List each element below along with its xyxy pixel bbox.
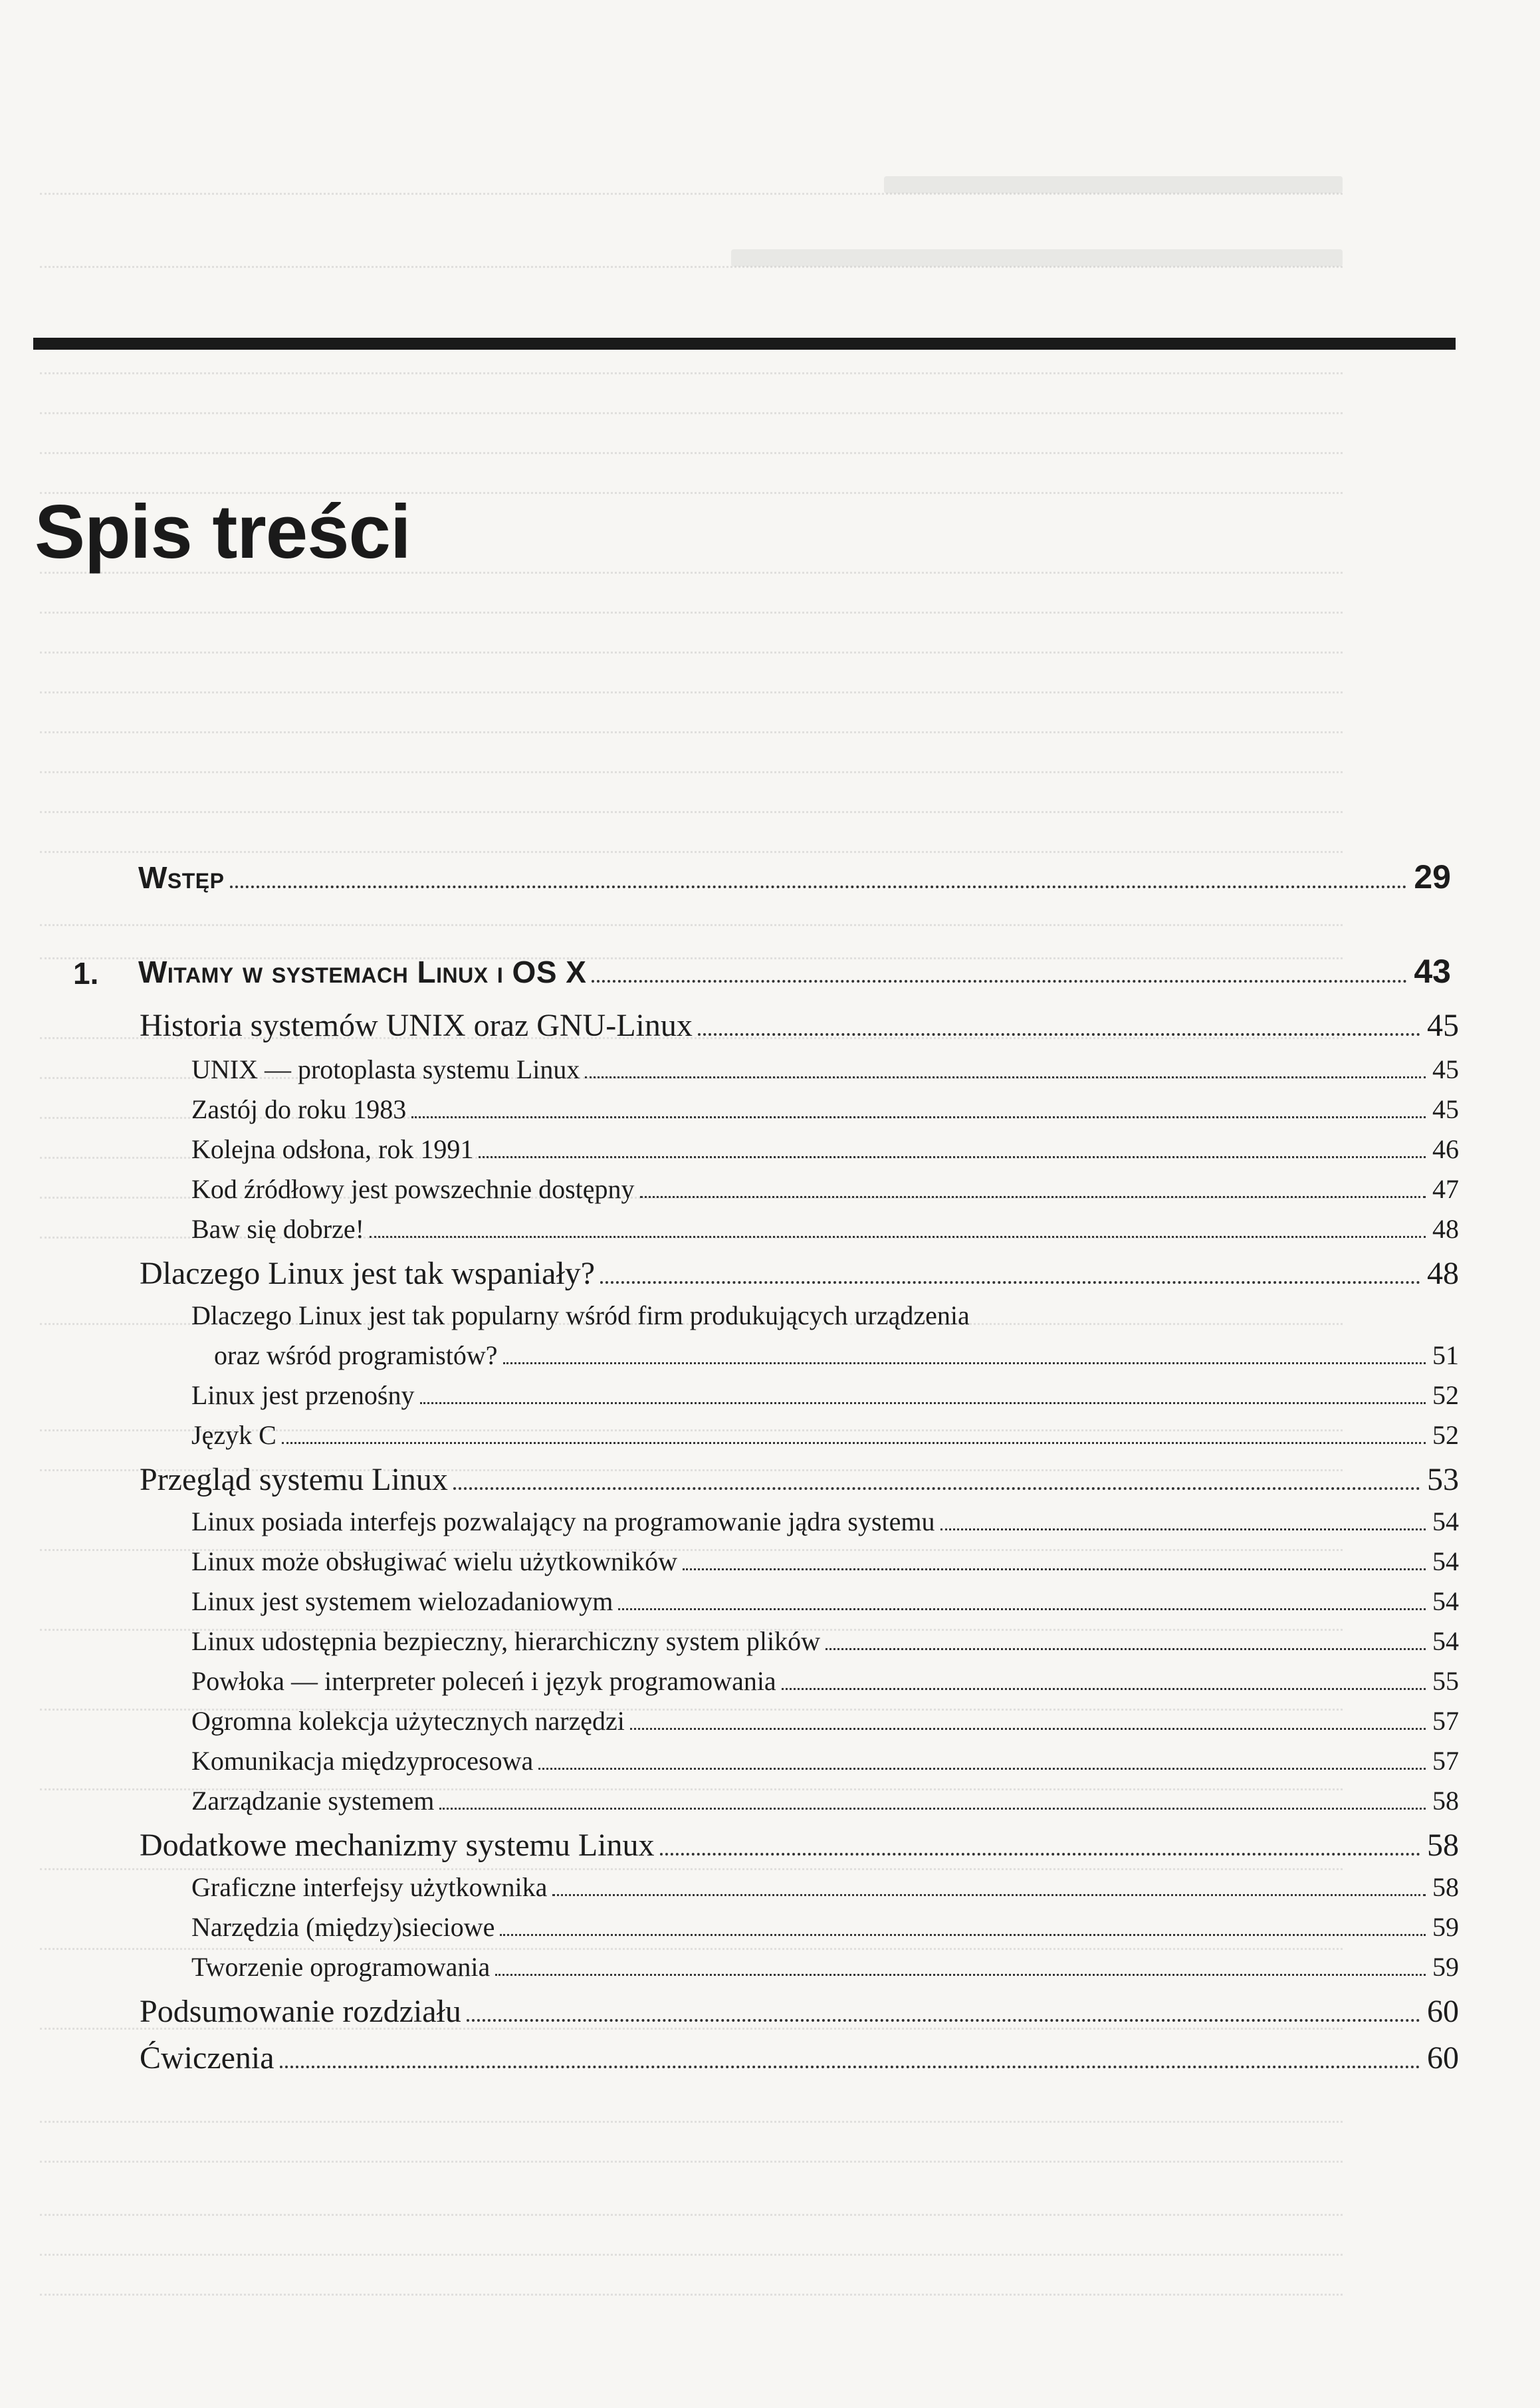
toc-subsection[interactable] — [191, 1951, 1459, 1983]
toc-entry-label: Graficzne interfejsy użytkownika — [191, 1872, 548, 1902]
toc-entry-label: Wstęp — [138, 860, 225, 895]
toc-entry-chapter-1[interactable] — [138, 952, 1451, 991]
toc-entry-page: 57 — [1432, 1746, 1459, 1776]
leader-dots — [479, 1156, 1426, 1158]
toc-section[interactable] — [140, 1461, 1459, 1498]
toc-entry-label: Ogromna kolekcja użytecznych narzędzi — [191, 1706, 625, 1736]
leader-dots — [825, 1648, 1426, 1650]
toc-subsection[interactable] — [191, 1213, 1459, 1245]
leader-dots — [230, 886, 1408, 888]
leader-dots — [552, 1894, 1426, 1896]
leader-dots — [630, 1728, 1426, 1730]
toc-entry-label: Powłoka — interpreter poleceń i język programowania — [191, 1666, 776, 1696]
toc-entry-page: 58 — [1427, 1828, 1459, 1863]
leader-dots — [411, 1116, 1426, 1118]
toc-entry-label: Kod źródłowy jest powszechnie dostępny — [191, 1174, 635, 1204]
leader-dots — [370, 1236, 1426, 1238]
toc-entry-label: Dlaczego Linux jest tak wspaniały? — [140, 1256, 596, 1291]
toc-entry-page: 45 — [1432, 1054, 1459, 1084]
toc-subsection[interactable] — [191, 1173, 1459, 1205]
toc-entry-label-line1: Dlaczego Linux jest tak popularny wśród firm produkujących urządzenia — [191, 1300, 970, 1330]
toc-entry-label: Narzędzia (między)sieciowe — [191, 1912, 495, 1942]
toc-subsection[interactable] — [191, 1785, 1459, 1816]
toc-subsection[interactable] — [191, 1419, 1459, 1451]
toc-section[interactable] — [140, 1993, 1459, 2030]
leader-dots — [600, 1281, 1420, 1284]
toc-subsection[interactable] — [191, 1586, 1459, 1617]
leader-dots — [660, 1853, 1421, 1856]
toc-entry-page: 51 — [1432, 1340, 1459, 1370]
leader-dots — [585, 1076, 1426, 1078]
toc-entry-page: 46 — [1432, 1134, 1459, 1164]
toc-subsection[interactable] — [191, 1134, 1459, 1165]
toc-entry-page: 29 — [1414, 858, 1451, 896]
leader-dots — [640, 1196, 1426, 1198]
leader-dots — [500, 1934, 1426, 1936]
toc-entry-page: 53 — [1427, 1462, 1459, 1497]
toc-subsection[interactable] — [191, 1546, 1459, 1577]
toc-entry-page: 47 — [1432, 1174, 1459, 1204]
toc-subsection[interactable] — [191, 1094, 1459, 1125]
toc-entry-page: 54 — [1432, 1546, 1459, 1576]
toc-entry-page: 58 — [1432, 1786, 1459, 1816]
toc-entry-label: UNIX — protoplasta systemu Linux — [191, 1054, 580, 1084]
toc-section[interactable] — [140, 1827, 1459, 1864]
toc-entry-label: Linux jest systemem wielozadaniowym — [191, 1586, 613, 1616]
toc-entry-label: Zastój do roku 1983 — [191, 1094, 407, 1124]
leader-dots — [592, 980, 1407, 983]
leader-dots — [282, 1442, 1426, 1444]
toc-section[interactable] — [140, 1007, 1459, 1044]
toc-entry-page: 60 — [1427, 2040, 1459, 2076]
leader-dots — [683, 1568, 1426, 1570]
toc-entry-label: Historia systemów UNIX oraz GNU-Linux — [140, 1008, 693, 1043]
toc-entry-page: 52 — [1432, 1380, 1459, 1410]
toc-section[interactable] — [140, 2040, 1459, 2076]
toc-entry-label: Linux jest przenośny — [191, 1380, 415, 1410]
toc-entry-label: Baw się dobrze! — [191, 1214, 364, 1244]
leader-dots — [940, 1528, 1426, 1530]
toc-subsection[interactable] — [214, 1340, 1459, 1371]
toc-entry-page: 54 — [1432, 1626, 1459, 1656]
toc-entry-page: 43 — [1414, 953, 1451, 990]
toc-section[interactable] — [140, 1255, 1459, 1292]
leader-dots — [538, 1768, 1426, 1770]
toc-entry-page: 52 — [1432, 1420, 1459, 1450]
leader-dots — [495, 1974, 1426, 1976]
toc-subsection[interactable] — [191, 1054, 1459, 1085]
toc-subsection[interactable] — [191, 1665, 1459, 1697]
toc-subsection[interactable] — [191, 1705, 1459, 1737]
toc-subsection[interactable] — [191, 1871, 1459, 1903]
toc-entry-page: 54 — [1432, 1506, 1459, 1536]
toc-entry-page: 57 — [1432, 1706, 1459, 1736]
toc-entry-label: Zarządzanie systemem — [191, 1786, 435, 1816]
toc-subsection[interactable] — [191, 1380, 1459, 1411]
toc-entry-label: Przegląd systemu Linux — [140, 1462, 448, 1497]
toc-subsection[interactable] — [191, 1911, 1459, 1943]
leader-dots — [453, 1487, 1420, 1490]
toc-entry-page: 45 — [1427, 1008, 1459, 1043]
toc-entry-page: 54 — [1432, 1586, 1459, 1616]
toc-entry-label: Kolejna odsłona, rok 1991 — [191, 1134, 474, 1164]
leader-dots — [698, 1033, 1420, 1036]
toc-entry-label: Witamy w systemach Linux i OS X — [138, 955, 587, 989]
toc-entry-page: 55 — [1432, 1666, 1459, 1696]
leader-dots — [439, 1808, 1426, 1810]
leader-dots — [782, 1688, 1426, 1690]
toc-entry-label: Linux może obsługiwać wielu użytkowników — [191, 1546, 677, 1576]
toc-entry-intro[interactable] — [138, 858, 1451, 896]
toc-entry-page: 48 — [1427, 1256, 1459, 1291]
toc-entry-label: Podsumowanie rozdziału — [140, 1994, 461, 2029]
leader-dots — [467, 2019, 1420, 2022]
toc-entry-label: Komunikacja międzyprocesowa — [191, 1746, 534, 1776]
toc-entry-page: 58 — [1432, 1872, 1459, 1902]
toc-subsection[interactable] — [191, 1625, 1459, 1657]
toc-subsection[interactable] — [191, 1506, 1459, 1537]
toc-entry-page: 45 — [1432, 1094, 1459, 1124]
toc-entry-label: Linux udostępnia bezpieczny, hierarchiczny system plików — [191, 1626, 820, 1656]
toc-entry-label: oraz wśród programistów? — [214, 1340, 498, 1370]
leader-dots — [618, 1608, 1426, 1610]
toc-entry-label: Ćwiczenia — [140, 2040, 275, 2076]
toc-entry-label: Tworzenie oprogramowania — [191, 1952, 491, 1982]
leader-dots — [503, 1362, 1426, 1364]
toc-entry-page: 59 — [1432, 1952, 1459, 1982]
leader-dots — [280, 2066, 1420, 2068]
chapter-number: 1. — [73, 956, 99, 991]
toc-entry-page: 60 — [1427, 1994, 1459, 2029]
toc-entry-page: 48 — [1432, 1214, 1459, 1244]
toc-subsection[interactable] — [191, 1745, 1459, 1776]
toc-entry-label: Linux posiada interfejs pozwalający na programowanie jądra systemu — [191, 1506, 935, 1536]
toc-entry-page: 59 — [1432, 1912, 1459, 1942]
toc-entry-label: Dodatkowe mechanizmy systemu Linux — [140, 1828, 655, 1863]
page-title: Spis treści — [35, 490, 411, 574]
leader-dots — [420, 1402, 1426, 1404]
toc-entry-label: Język C — [191, 1420, 276, 1450]
